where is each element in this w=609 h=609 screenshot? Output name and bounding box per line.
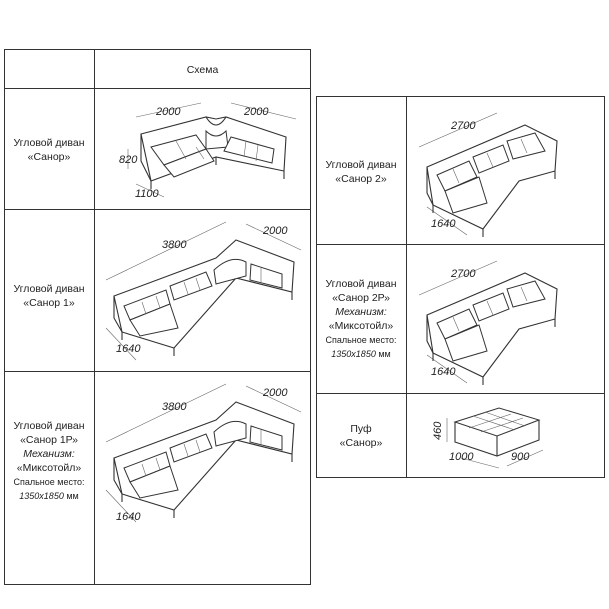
sofa-name-sanor-2 — [316, 158, 406, 186]
dim-label: 1640 — [431, 218, 456, 230]
dim-label: 2700 — [451, 268, 476, 280]
dim-label: 2000 — [263, 225, 288, 237]
sofa-model: «Санор 2Р» — [332, 292, 390, 304]
sofa-name-sanor-2r — [316, 277, 406, 361]
dim-label: 900 — [511, 451, 530, 463]
schematic-sanor-1 — [96, 210, 311, 370]
sleep-label: Спальное место: — [13, 477, 85, 487]
dim-label: 2000 — [244, 106, 269, 118]
sofa-type: Угловой диван — [13, 283, 85, 295]
dim-label: 1640 — [431, 366, 456, 378]
sofa-model: «Санор 2» — [335, 173, 387, 185]
schematic-pouf — [407, 394, 605, 478]
schematic-sanor-2r — [407, 245, 605, 392]
schema-header: Схема — [186, 64, 219, 76]
dim-label: 3800 — [162, 401, 187, 413]
sofa-model: «Санор 1Р» — [20, 434, 78, 446]
schematic-sanor-2 — [407, 97, 605, 243]
sleep-size: 1350х1850 — [19, 491, 64, 501]
dim-label: 2000 — [156, 106, 181, 118]
dim-label: 1640 — [116, 511, 141, 523]
schematic-sanor — [96, 89, 311, 209]
dim-label: 1100 — [135, 188, 159, 200]
sleep-unit: мм — [66, 491, 79, 501]
pouf-model: «Санор» — [339, 437, 383, 449]
mechanism-value: «Миксотойл» — [16, 462, 82, 474]
mechanism-label: Механизм: — [335, 306, 387, 318]
pouf-name-sanor — [316, 422, 406, 450]
sofa-model: «Санор» — [27, 151, 71, 163]
sofa-model: «Санор 1» — [23, 297, 75, 309]
mechanism-value: «Миксотойл» — [328, 320, 394, 332]
sofa-name-sanor-1 — [4, 282, 94, 310]
dim-label: 1000 — [449, 451, 474, 463]
sofa-type: Угловой диван — [325, 159, 397, 171]
left-table-divider — [94, 49, 95, 585]
pouf-type: Пуф — [350, 423, 372, 435]
sofa-name-sanor-1r — [4, 419, 94, 503]
sofa-type: Угловой диван — [13, 420, 85, 432]
sleep-unit: мм — [378, 349, 391, 359]
dim-label: 1640 — [116, 343, 141, 355]
sofa-name-sanor — [4, 136, 94, 164]
dim-label: 460 — [432, 421, 444, 440]
sleep-size: 1350х1850 — [331, 349, 376, 359]
sofa-type: Угловой диван — [13, 137, 85, 149]
sleep-label: Спальное место: — [325, 335, 397, 345]
dim-label: 820 — [119, 154, 138, 166]
schematic-sanor-1r — [96, 372, 311, 584]
dim-label: 2700 — [451, 120, 476, 132]
dim-label: 2000 — [263, 387, 288, 399]
dim-label: 3800 — [162, 239, 187, 251]
sofa-type: Угловой диван — [325, 278, 397, 290]
mechanism-label: Механизм: — [23, 448, 75, 460]
